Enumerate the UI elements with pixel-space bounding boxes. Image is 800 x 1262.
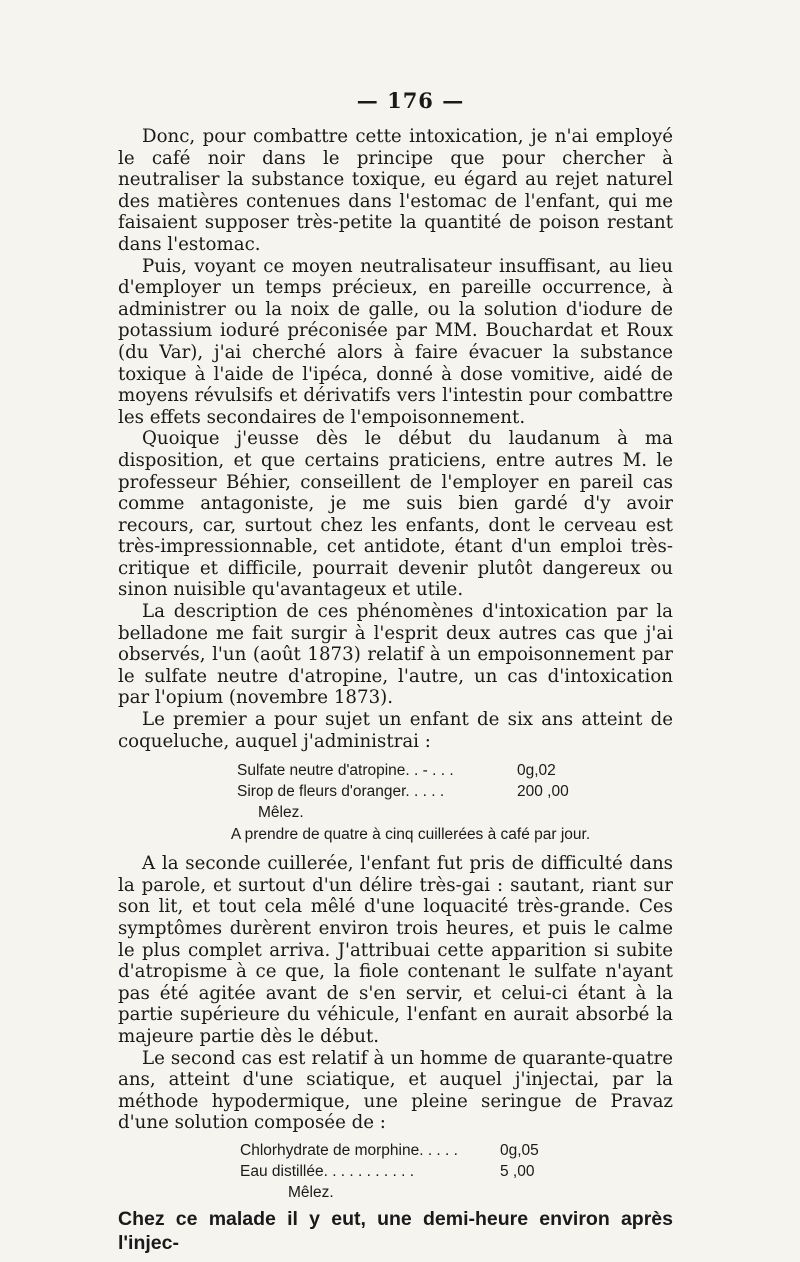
melez-label: Mêlez. <box>288 1183 334 1201</box>
ingredient-quantity: 200 ,00 <box>517 783 569 801</box>
ingredient-quantity: 0g,05 <box>500 1141 539 1159</box>
ingredient-name: Sulfate neutre d'atropine. . - . . . <box>237 762 454 780</box>
prescription-atropine <box>118 760 673 845</box>
ingredient-name: Eau distillée. . . . . . . . . . . <box>240 1162 415 1180</box>
paragraph-belladone: La description de ces phénomènes d'intoxication par la belladone me fait surgir à l'esprit deux autres cas que j'ai observés, l'un (août 1873) relatif à un empoisonnement par le sulfate neutre d'atropine, l'autre, un cas d'intoxication par l'opium (novembre 1873). <box>118 601 673 709</box>
paragraph-premier-cas: Le premier a pour sujet un enfant de six ans atteint de coqueluche, auquel j'administrai : <box>118 709 673 752</box>
page-number: — 176 — <box>356 88 465 113</box>
paragraph-ipeca: Puis, voyant ce moyen neutralisateur insuffisant, au lieu d'employer un temps précieux, en pareille occurrence, à administrer ou la noix de galle, ou la solution d'iodure de potassium ioduré préconisée par MM. Bouchardat et Roux (du Var), j'ai cherché alors à faire évacuer la substance toxique à l'aide de l'ipéca, donné à dose vomitive, aidé de moyens révulsifs et dérivatifs vers l'intestin pour combattre les effets secondaires de l'empoisonnement. <box>118 255 673 428</box>
ingredient-quantity: 5 ,00 <box>500 1162 535 1180</box>
paragraph-second-cas: Le second cas est relatif à un homme de quarante-quatre ans, atteint d'une sciatique, et auquel j'injectai, par la méthode hypodermique, une pleine seringue de Pravaz d'une solution composée de : <box>118 1047 673 1134</box>
ingredient-name: Chlorhydrate de morphine. . . . . <box>240 1141 458 1159</box>
prescription-line <box>118 1140 795 1161</box>
paragraph-continuation: Chez ce malade il y eut, une demi-heure environ après l'injec- <box>118 1207 673 1254</box>
paragraph-laudanum: Quoique j'eusse dès le début du laudanum à ma disposition, et que certains praticiens, entre autres M. le professeur Béhier, conseillent de l'employer en pareil cas comme antagoniste, je me suis bien gardé d'y avoir recours, car, surtout chez les enfants, dont le cerveau est très-impressionnable, cet antidote, étant d'un emploi très-critique et difficile, pourrait devenir plutôt dangereux ou sinon nuisible qu'avantageux et utile. <box>118 428 673 601</box>
prescription-line <box>118 781 792 802</box>
prescription-line <box>118 1161 795 1182</box>
melez-label: Mêlez. <box>258 804 304 822</box>
prescription-line <box>118 760 792 781</box>
ingredient-name: Sirop de fleurs d'oranger. . . . . <box>237 783 445 801</box>
prescription-morphine <box>118 1140 673 1203</box>
ingredient-quantity: 0g,02 <box>517 762 556 780</box>
dosage-instruction: A prendre de quatre à cinq cuillerées à café par jour. <box>230 826 591 844</box>
book-page <box>118 88 673 1255</box>
paragraph-cafe-noir: Donc, pour combattre cette intoxication, je n'ai employé le café noir dans le principe que pour chercher à neutraliser la substance toxique, eu égard au rejet naturel des matières contenues dans l'estomac de l'enfant, qui me faisaient supposer très-petite la quantité de poison restant dans l'estomac. <box>118 126 673 255</box>
paragraph-seconde-cuilleree: A la seconde cuillerée, l'enfant fut pris de difficulté dans la parole, et surtout d'un délire très-gai : sautant, riant sur son lit, et tout cela mêlé d'une loquacité très-grande. Ces symptômes durèrent environ trois heures, et puis le calme le plus complet arriva. J'attribuai cette apparition si subite d'atropisme à ce que, la fiole contenant le sulfate n'ayant pas été agitée avant de s'en servir, et celui-ci étant à la partie supérieure du véhicule, l'enfant en aurait absorbé la majeure partie dès le début. <box>118 853 673 1047</box>
